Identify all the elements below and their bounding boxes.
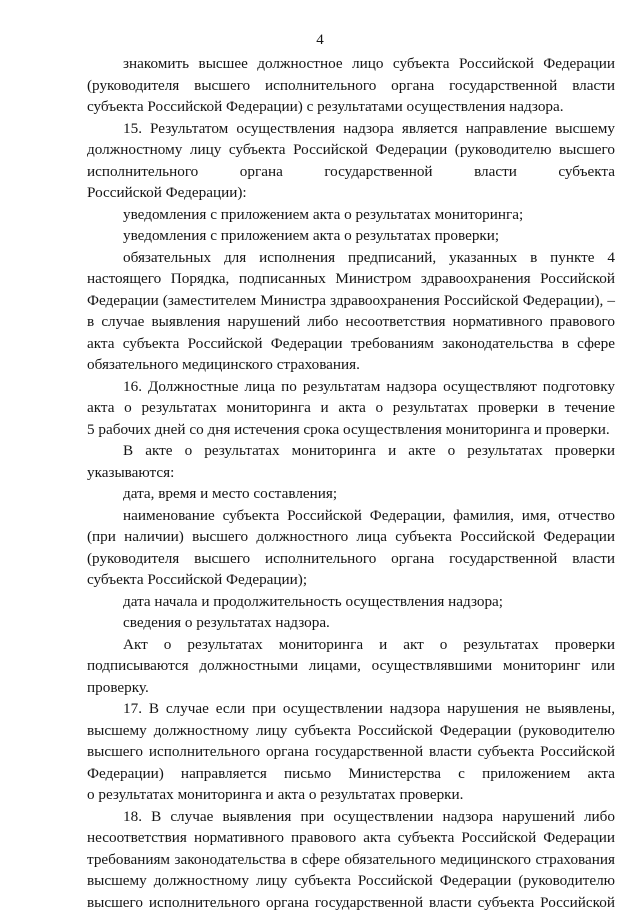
text-line: требованиям законодательства в сфере обязательного медицинского страхования [87, 850, 615, 868]
text-line: акта о результатах мониторинга и акта о результатах проверки в течение [87, 399, 615, 416]
text-line: указываются: [87, 463, 175, 481]
text-line: акта субъекта Российской Федерации требованиям законодательства в сфере [87, 334, 615, 352]
text-line: 16. Должностные лица по результатам надзора осуществляют подготовку [123, 377, 615, 395]
text-line: (руководителя высшего исполнительного органа государственной власти [87, 76, 615, 94]
text-line: подписываются должностными лицами, осуществлявшими мониторинг или [87, 657, 615, 674]
text-line: уведомления с приложением акта о результатах мониторинга; [123, 205, 524, 223]
text-line: дата, время и место составления; [123, 485, 338, 502]
text-line: 18. В случае выявления при осуществлении надзора нарушений либо [123, 807, 615, 825]
text-line: Федерации) направляется письмо Министерства с приложением акта [87, 764, 615, 782]
text-line: высшего исполнительного органа государственной власти субъекта Российской [87, 893, 615, 911]
text-line: о результатах мониторинга и акта о результатах проверки. [87, 786, 464, 803]
text-line: Федерации (заместителем Министра здравоохранения Российской Федерации), – [87, 291, 615, 309]
page-number: 4 [316, 32, 324, 48]
text-line: Российской Федерации): [87, 184, 247, 201]
text-line: дата начала и продолжительность осуществления надзора; [123, 592, 503, 610]
text-line: обязательного медицинского страхования. [87, 356, 360, 373]
text-line: исполнительного органа государственной власти субъекта [87, 162, 615, 180]
text-line: 5 рабочих дней со дня истечения срока осуществления мониторинга и проверки. [87, 420, 610, 438]
text-line: высшему должностному лицу субъекта Российской Федерации (руководителю [87, 721, 615, 739]
text-line: обязательных для исполнения предписаний, указанных в пункте 4 [123, 248, 615, 266]
text-line: 15. Результатом осуществления надзора является направление высшему [123, 119, 615, 137]
text-line: (руководителя высшего исполнительного органа государственной власти [87, 549, 615, 567]
text-line: в случае выявления нарушений либо несоответствия нормативного правового [87, 313, 615, 330]
text-line: субъекта Российской Федерации); [87, 571, 308, 588]
text-line: 17. В случае если при осуществлении надзора нарушения не выявлены, [123, 700, 615, 717]
text-line: сведения о результатах надзора. [123, 614, 330, 631]
text-line: уведомления с приложением акта о результатах проверки; [123, 227, 500, 244]
text-line: субъекта Российской Федерации) с результатами осуществления надзора. [87, 98, 564, 115]
text-line: настоящего Порядка, подписанных Министром здравоохранения Российской [87, 270, 615, 287]
text-line: высшему должностному лицу субъекта Российской Федерации (руководителю [87, 872, 615, 889]
text-line: проверку. [87, 678, 149, 696]
text-line: высшего исполнительного органа государственной власти субъекта Российской [87, 743, 615, 760]
text-line: знакомить высшее должностное лицо субъекта Российской Федерации [123, 55, 615, 72]
text-line: наименование субъекта Российской Федерации, фамилия, имя, отчество [123, 506, 615, 524]
text-line: несоответствия нормативного правового акта субъекта Российской Федерации [87, 829, 615, 846]
text-line: В акте о результатах мониторинга и акте о результатах проверки [123, 442, 615, 459]
text-line: Акт о результатах мониторинга и акт о результатах проверки [123, 635, 615, 653]
text-line: должностному лицу субъекта Российской Федерации (руководителю высшего [87, 141, 615, 158]
text-line: (при наличии) высшего должностного лица субъекта Российской Федерации [87, 528, 615, 545]
